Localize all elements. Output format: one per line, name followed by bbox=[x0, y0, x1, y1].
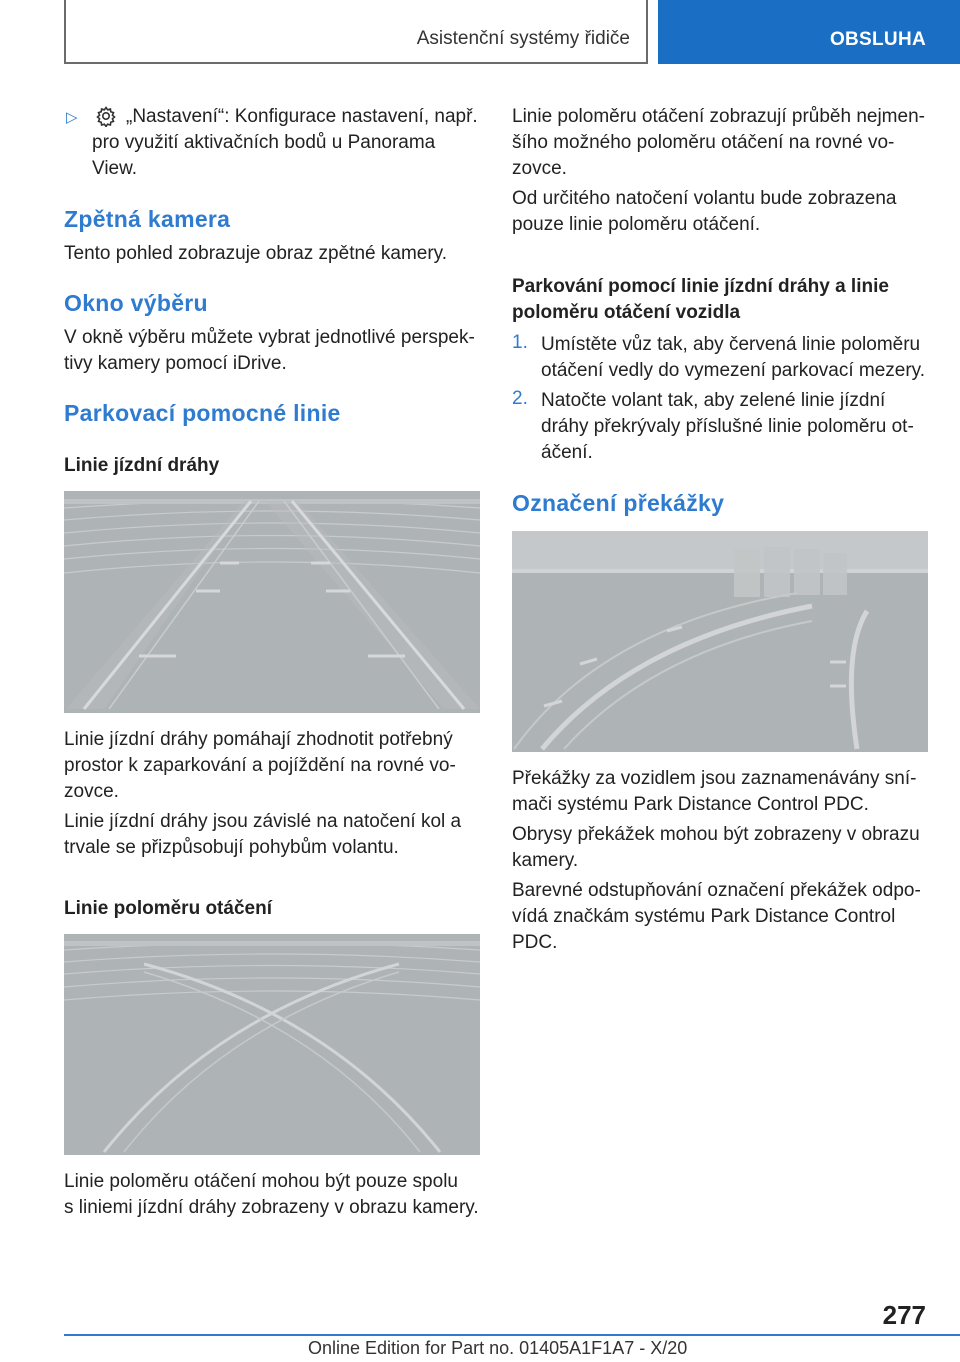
para-jizdni-b1: Linie jízdní dráhy jsou závislé na natočení kol a bbox=[64, 811, 462, 832]
heading-parkovaci-linie: Parkovací pomocné linie bbox=[64, 400, 341, 426]
right-para1-1: Linie poloměru otáčení zobrazují průběh nejmen- bbox=[512, 106, 925, 127]
right-para2-1: Od určitého natočení volantu bude zobrazena bbox=[512, 188, 897, 209]
step-2-line1: Natočte volant tak, aby zelené linie jízdní bbox=[541, 390, 886, 411]
para-polomer-1: Linie poloměru otáčení mohou být pouze spolu bbox=[64, 1171, 458, 1192]
step-1-line1: Umístěte vůz tak, aby červená linie poloměru bbox=[541, 334, 921, 355]
para-jizdni-a1: Linie jízdní dráhy pomáhají zhodnotit potřebný bbox=[64, 729, 453, 750]
right-para1-3: zovce. bbox=[512, 158, 567, 179]
right-para5-3: PDC. bbox=[512, 932, 558, 953]
right-para4-1: Obrysy překážek mohou být zobrazeny v obrazu bbox=[512, 824, 920, 845]
bullet-text-1: „Nastavení“: Konfigurace nastavení, např. bbox=[126, 106, 478, 127]
obstacle-marking-image bbox=[512, 531, 928, 752]
para-jizdni-b2: trvale se přizpůsobují pohybům volantu. bbox=[64, 837, 399, 858]
subheading-parkovani-2: poloměru otáčení vozidla bbox=[512, 302, 741, 323]
bullet-marker bbox=[66, 108, 78, 127]
subheading-linie-jizdni-drahy: Linie jízdní dráhy bbox=[64, 455, 220, 476]
driving-path-lines-image bbox=[64, 491, 480, 713]
para-okno-1: V okně výběru můžete vybrat jednotlivé perspek- bbox=[64, 327, 475, 348]
heading-zpetna-kamera: Zpětná kamera bbox=[64, 206, 231, 232]
bullet-text-3: View. bbox=[92, 158, 138, 179]
bullet-text-2: pro využití aktivačních bodů u Panorama bbox=[92, 132, 436, 153]
heading-oznaceni-prekazky: Označení překážky bbox=[512, 490, 725, 516]
gear-icon bbox=[95, 105, 117, 127]
step-2-number: 2. bbox=[512, 388, 528, 409]
right-para3-1: Překážky za vozidlem jsou zaznamenávány sní- bbox=[512, 768, 917, 789]
right-para5-1: Barevné odstupňování označení překážek odpo- bbox=[512, 880, 921, 901]
right-para1-2: šího možného poloměru otáčení na rovné vo- bbox=[512, 132, 895, 153]
header-box bbox=[64, 0, 648, 64]
para-okno-2: tivy kamery pomocí iDrive. bbox=[64, 353, 287, 374]
right-para2-2: pouze linie poloměru otáčení. bbox=[512, 214, 761, 235]
chapter-title: Asistenční systémy řidiče bbox=[416, 28, 630, 49]
step-1-line2: otáčení vedly do vymezení parkovací mezery. bbox=[541, 360, 926, 381]
right-para5-2: vídá značkám systému Park Distance Control bbox=[512, 906, 896, 927]
subheading-parkovani-1: Parkování pomocí linie jízdní dráhy a linie bbox=[512, 276, 889, 297]
subheading-linie-polomeru: Linie poloměru otáčení bbox=[64, 898, 272, 919]
para-polomer-2: s liniemi jízdní dráhy zobrazeny v obrazu kamery. bbox=[64, 1197, 479, 1218]
footer-divider bbox=[64, 1334, 960, 1336]
para-jizdni-a2: prostor k zaparkování a pojíždění na rovné vo- bbox=[64, 755, 456, 776]
right-para4-2: kamery. bbox=[512, 850, 579, 871]
step-2-line3: áčení. bbox=[541, 442, 593, 463]
section-tab-label: OBSLUHA bbox=[829, 29, 926, 50]
page-number: 277 bbox=[882, 1300, 926, 1330]
section-tab bbox=[658, 0, 960, 64]
turning-radius-lines-image bbox=[64, 934, 480, 1155]
footer-edition: Online Edition for Part no. 01405A1F1A7 - X/20 bbox=[308, 1338, 688, 1358]
heading-okno-vyberu: Okno výběru bbox=[64, 290, 208, 316]
right-para3-2: mači systému Park Distance Control PDC. bbox=[512, 794, 869, 815]
step-1-number: 1. bbox=[512, 332, 528, 353]
step-2-line2: dráhy překrývaly příslušné linie poloměru ot- bbox=[541, 416, 914, 437]
para-jizdni-a3: zovce. bbox=[64, 781, 119, 802]
triangle-right-icon: ▷ bbox=[66, 109, 78, 126]
para-zpetna: Tento pohled zobrazuje obraz zpětné kamery. bbox=[64, 243, 448, 264]
